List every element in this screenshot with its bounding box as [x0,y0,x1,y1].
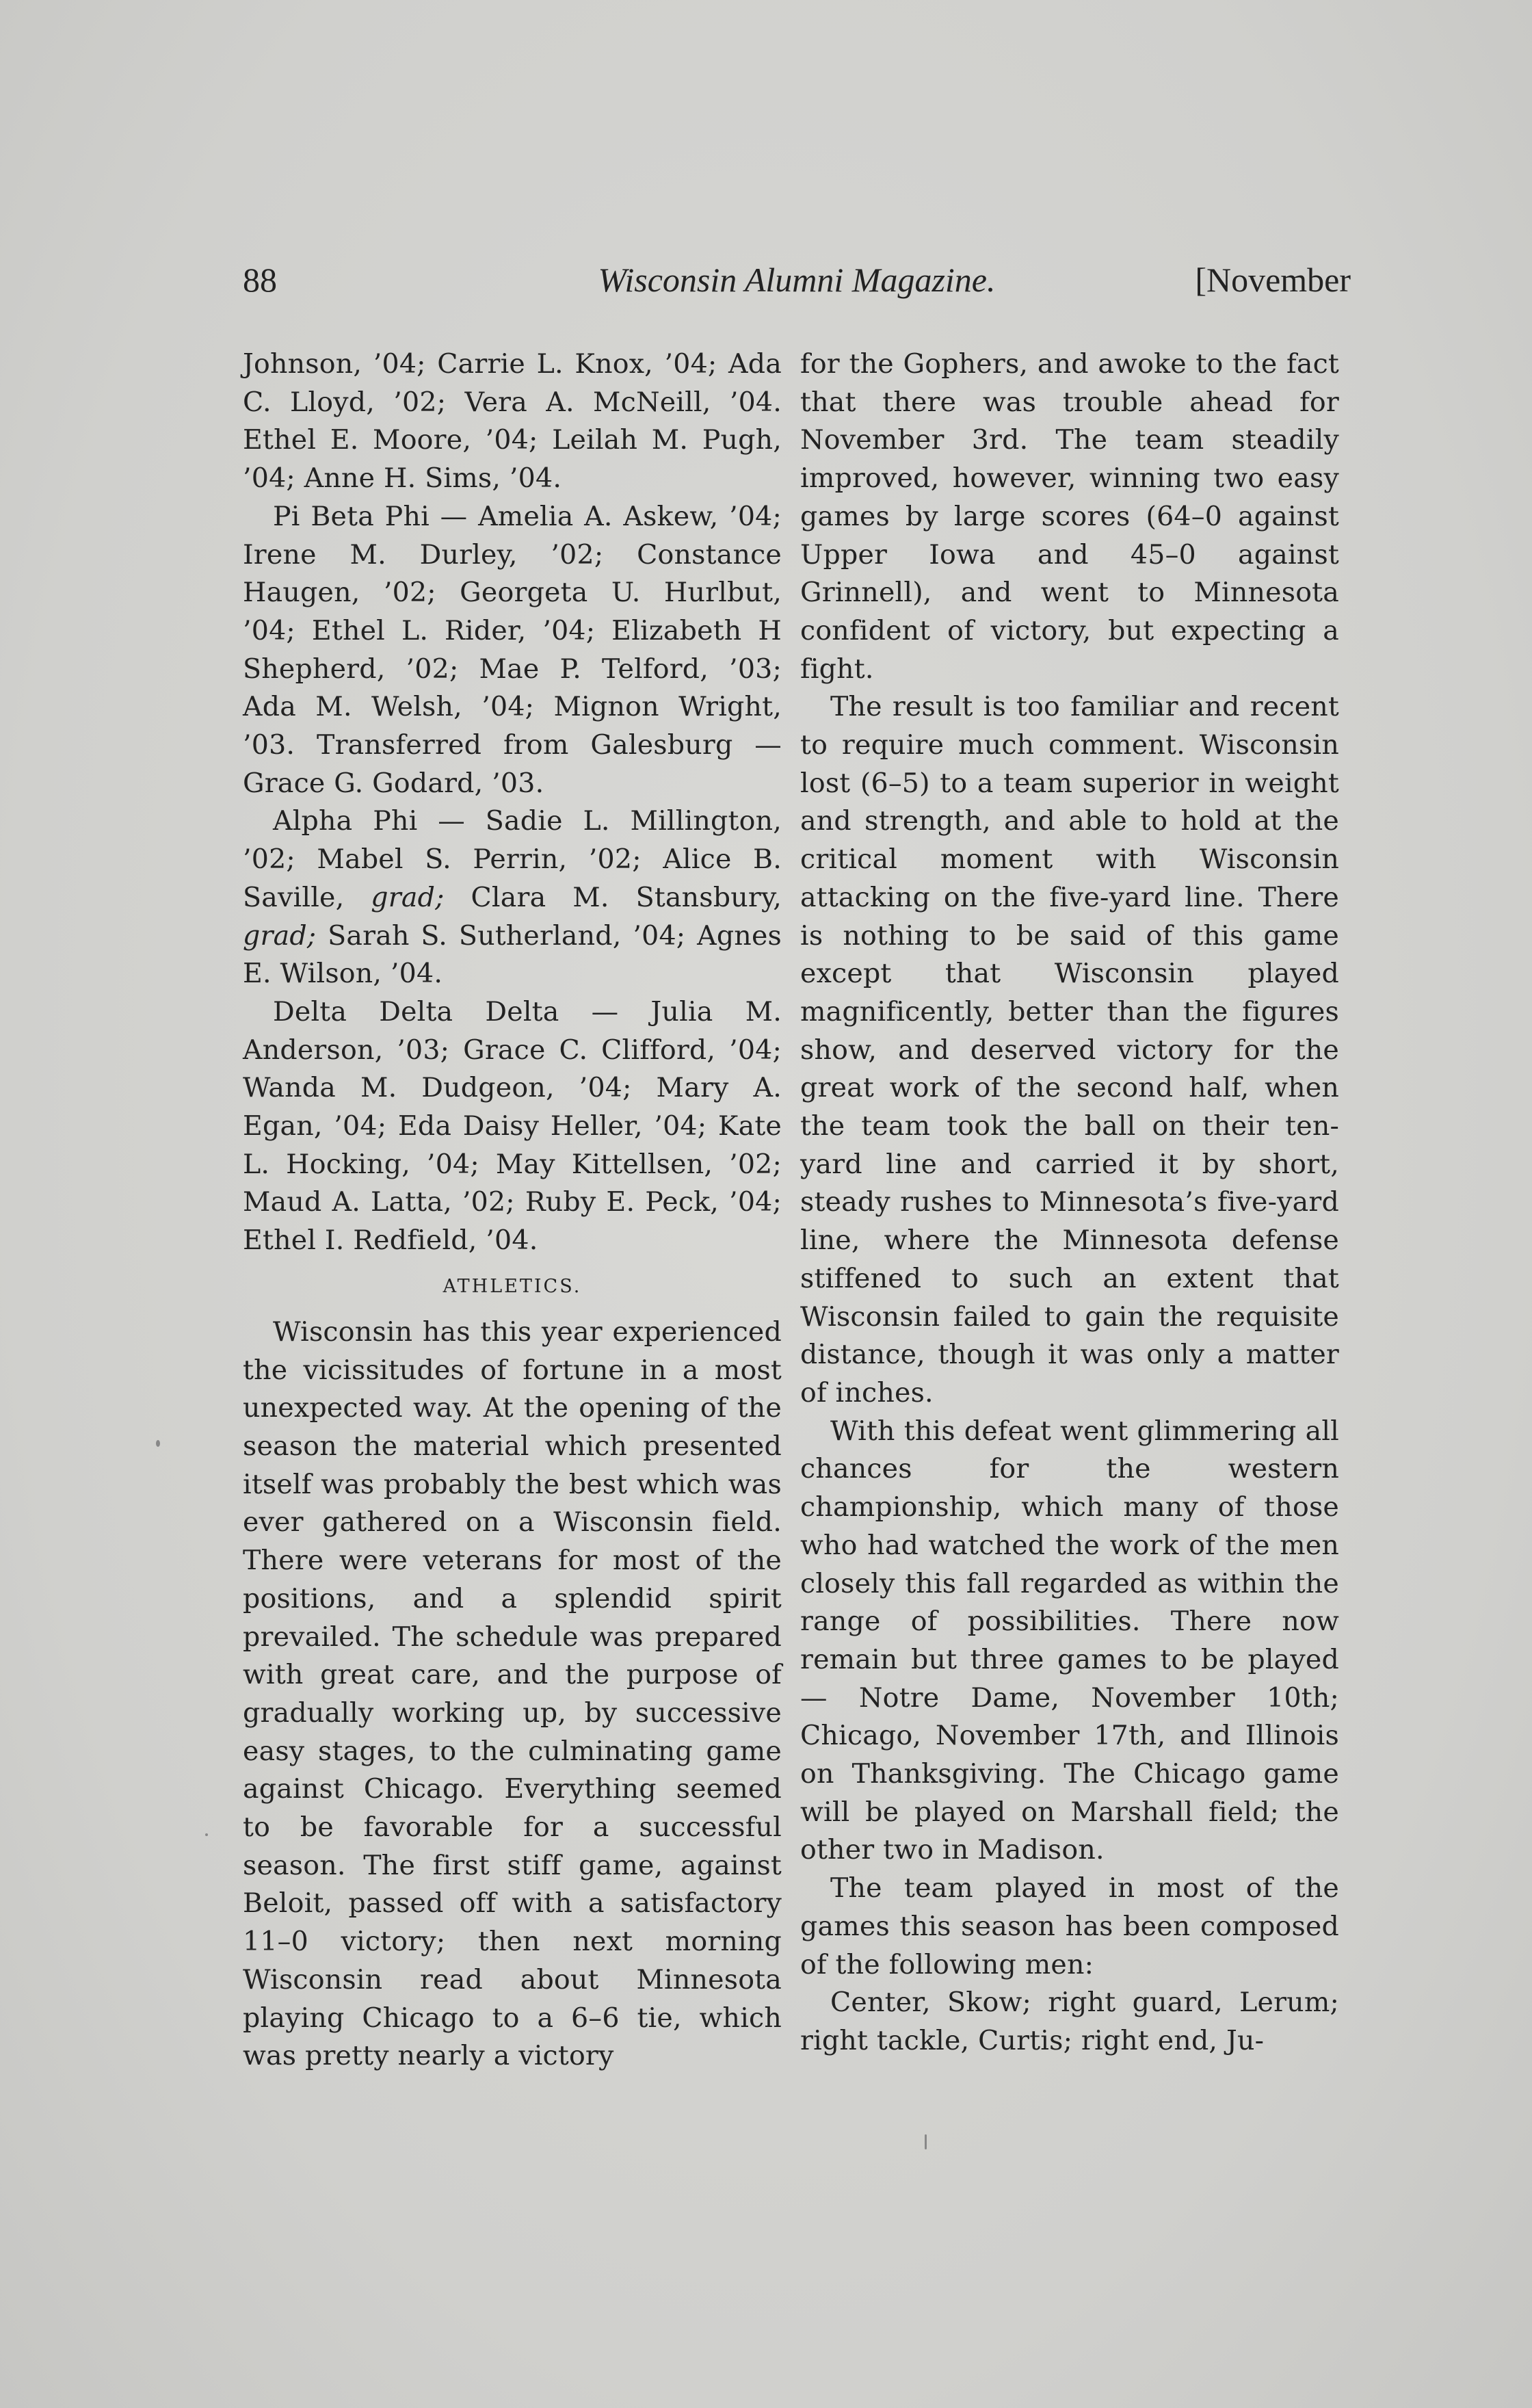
alpha-phi-text-mid: Clara M. Stansbury, [444,881,782,913]
paragraph-member-list-continued: Johnson, ’04; Carrie L. Knox, ’04; Ada C. Lloyd, ’02; Vera A. McNeill, ’04. Ethel E. Moore, ’04; Leilah M. Pugh, ’04; Anne H. Sims, ’04. [243,348,782,495]
paragraph-gophers: for the Gophers, and awoke to the fact that there was trouble ahead for November 3rd. The team steadily improved, however, winning two easy games by large scores (64–0 against Upper Iowa and 45–0 against Grinnell), and went to Minnesota confident of victory, but expecting a fight. [800,348,1339,685]
paper-speck [925,2134,927,2149]
left-column [243,345,782,2076]
page-header [243,260,1351,308]
paragraph-athletics-intro: Wisconsin has this year experienced the vicissitudes of fortune in a most unexpected way. At the opening of the season the material which presented itself was probably the best which was ever gathered on a Wisconsin field. There were veterans for most of the positions, and a splendid spirit prevailed. The schedule was prepared with great care, and the purpose of gradually working up, by successive easy stages, to the culminating game against Chicago. Everything seemed to be favorable for a successful season. The first stiff game, against Beloit, passed off with a satisfactory 11–0 victory; then next morning Wisconsin read about Minnesota playing Chicago to a 6–6 tie, which was pretty nearly a victory [243,1316,782,2072]
athletics-heading: ATHLETICS. [443,1275,582,1297]
paper-speck [205,1833,208,1836]
paragraph-lineup: Center, Skow; right guard, Lerum; right tackle, Curtis; right end, Ju- [800,1987,1339,2056]
paragraph-alpha-phi [243,802,782,993]
alpha-phi-grad-1: grad; [371,881,445,913]
paragraph-pi-beta-phi: Pi Beta Phi — Amelia A. Askew, ’04; Irene M. Durley, ’02; Constance Haugen, ’02; Georgeta U. Hurlbut, ’04; Ethel L. Rider, ’04; Elizabeth H Shepherd, ’02; Mae P. Telford, ’03; Ada M. Welsh, ’04; Mignon Wright, ’03. Transferred from Galesburg — Grace G. Godard, ’03. [243,500,782,799]
paper-speck [156,1440,160,1447]
right-column [800,345,1339,2060]
alpha-phi-grad-2: grad; [243,919,317,952]
paragraph-championship: With this defeat went glimmering all chances for the western championship, which many of those who had watched the work of the men closely this fall regarded as within the range of possibilities. There now remain but three games to be played — Notre Dame, November 10th; Chicago, November 17th, and Illinois on Thanksgiving. The Chicago game will be played on Marshall field; the other two in Madison. [800,1415,1339,1866]
paragraph-team-composition: The team played in most of the games this season has been composed of the following men: [800,1872,1339,1980]
page-number: 88 [243,261,277,299]
running-month: [November [1195,261,1351,299]
paragraph-minnesota-result: The result is too familiar and recent to require much comment. Wisconsin lost (6–5) to a team superior in weight and strength, and able to hold at the critical moment with Wisconsin attacking on the five-yard line. There is nothing to be said of this game except that Wisconsin played magnificently, better than the figures show, and deserved victory for the great work of the second half, when the team took the ball on their ten-yard line and carried it by short, steady rushes to Minnesota’s five-yard line, where the Minnesota defense stiffened to such an extent that Wisconsin failed to gain the requisite distance, though it was only a matter of inches. [800,691,1339,1409]
alpha-phi-text-start: Alpha Phi — Sadie L. Millington, ’02; Mabel S. Perrin, ’02; Alice B. Saville, [243,805,782,913]
running-title: Wisconsin Alumni Magazine. [598,261,996,299]
paragraph-delta-delta-delta: Delta Delta Delta — Julia M. Anderson, ’03; Grace C. Clifford, ’04; Wanda M. Dudgeon, ’04; Mary A. Egan, ’04; Eda Daisy Heller, ’04; Kate L. Hocking, ’04; May Kittellsen, ’02; Maud A. Latta, ’02; Ruby E. Peck, ’04; Ethel I. Redfield, ’04. [243,995,782,1257]
alpha-phi-text-end: Sarah S. Sutherland, ’04; Agnes E. Wilson, ’04. [243,919,782,990]
